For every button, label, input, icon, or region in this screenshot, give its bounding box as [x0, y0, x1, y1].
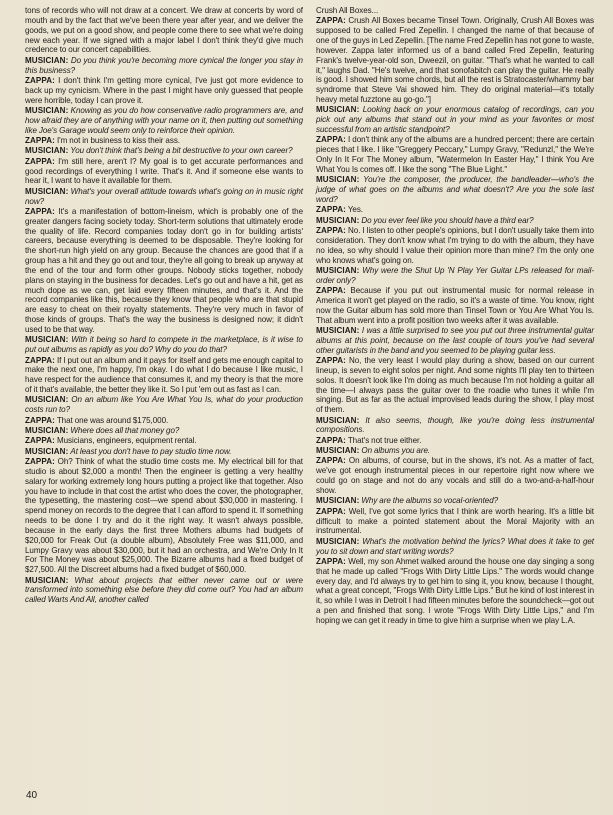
- speaker-label: ZAPPA:: [316, 226, 346, 236]
- paragraph-text: Yes.: [347, 205, 363, 215]
- paragraph-text: Crush All Boxes became Tinsel Town. Originally, Crush All Boxes was supposed to be called Fred Zepellin. I changed the name of that because of one of the guys in Led Zepellin. [The name Fred Zepellin has not gone to waste, however. Zappa later informed us of a band called Fred Zepellin, featuring Frank's twelve-year-old son, Dweezil, on guitar. "That's what he wanted to call it," laughs Dad. "He's twelve, and that sonofabitch can play the guitar. He really is good. I showed him some chords, but all the rest is Stratocaster/whammy bar syndrome that Steve Vai showed him. They do original material—it's totally heavy metal fuzztone au go-go."]: [316, 16, 594, 105]
- speaker-label: ZAPPA:: [316, 205, 346, 215]
- paragraph-text: What's the motivation behind the lyrics? What does it take to get you to sit down and start writing words?: [316, 536, 594, 556]
- speaker-label: MUSICIAN:: [25, 146, 69, 156]
- speaker-label: ZAPPA:: [316, 506, 346, 516]
- speaker-label: MUSICIAN:: [316, 496, 360, 506]
- paragraph-text: On albums, of course, but in the shows, it's not. As a matter of fact, we've got enough instrumental pieces in our repertoire right now where we could go on stage and not do any vocals and still do a two-and-a-half-hour show.: [316, 456, 594, 495]
- speaker-label: MUSICIAN:: [316, 215, 360, 225]
- paragraph-text: I don't think I'm getting more cynical, I've just got more evidence to back up my cynicism. Where in the past I might have only guessed that people were horrible, today I can prove it.: [25, 75, 303, 105]
- interview-question: [316, 537, 594, 557]
- paragraph-text: Well, my son Ahmet walked around the house one day singing a song that he made up called "Frogs With Dirty Little Lips." The words would change every day, and I'd always try to get him to sing it, you know, because I thought, what a great concept, "Frogs With Dirty Little Lips." But he kind of lost interest in it, so while I was in Detroit I had fifteen minutes before the soundcheck—got out a pen and finished that song. I wrote "Frogs With Dirty Little Lips," and I'm hoping we can get it ready in time to give him a surprise when we play L.A.: [316, 556, 594, 625]
- page-number: 40: [26, 790, 38, 801]
- interview-answer: [316, 16, 594, 105]
- interview-answer: [25, 457, 303, 575]
- speaker-label: ZAPPA:: [25, 135, 55, 145]
- interview-answer: [316, 557, 594, 626]
- interview-answer: [25, 356, 303, 395]
- interview-answer: [25, 6, 303, 55]
- paragraph-text: I'm not in business to kiss their ass.: [56, 135, 180, 145]
- speaker-label: MUSICIAN:: [316, 175, 360, 185]
- paragraph-text: No, the very least I would play during a show, based on our current lineup, is seven to eight solos per night. And some nights I'll play ten to thirteen solos. It doesn't look like I'm doing as much because I'm not holding a guitar all the time—I always pass the guitar over to the roadie who tunes it while I'm singing. But as far as the actual improvised leads during the show, I play most of them.: [316, 356, 594, 415]
- interview-question: [25, 426, 303, 436]
- interview-answer: [25, 207, 303, 335]
- interview-answer: [25, 136, 303, 146]
- speaker-label: MUSICIAN:: [25, 575, 69, 585]
- paragraph-text: I don't think any of the albums are a hundred percent; there are certain pieces that I like. I like "Greggery Peccary," Lumpy Gravy, "Redunzl," the We're Only In It For The Money album, "Watermelon In Easter Hay," I think You Are What You Is comes off. I like the song "The Blue Light.": [316, 135, 594, 174]
- speaker-label: ZAPPA:: [25, 456, 55, 466]
- speaker-label: MUSICIAN:: [25, 186, 69, 196]
- paragraph-text: I was a little surprised to see you put out three instrumental guitar albums at this point, because on the last couple of tours you've had several other guitarists in the band and you seemed to be playing guitar less.: [316, 326, 594, 355]
- speaker-label: MUSICIAN:: [316, 536, 360, 546]
- interview-question: [316, 496, 594, 506]
- interview-answer: [316, 507, 594, 537]
- paragraph-text: What's your overall attitude towards what's going on in music right now?: [25, 186, 303, 206]
- speaker-label: MUSICIAN:: [25, 446, 69, 456]
- speaker-label: MUSICIAN:: [316, 326, 360, 335]
- speaker-label: ZAPPA:: [25, 75, 55, 85]
- speaker-label: MUSICIAN:: [25, 425, 69, 435]
- speaker-label: MUSICIAN:: [25, 55, 69, 65]
- paragraph-text: Knowing as you do how conservative radio programmers are, and how afraid they are of anything with your name on it, then putting out something like Joe's Garage would seem only to reinforce their opinion.: [25, 105, 303, 135]
- interview-question: [25, 447, 303, 457]
- speaker-label: ZAPPA:: [316, 456, 346, 466]
- paragraph-text: Musicians, engineers, equipment rental.: [56, 436, 197, 446]
- interview-question: [316, 416, 594, 436]
- paragraph-text: On albums you are.: [361, 446, 431, 456]
- paragraph-text: It's a manifestation of bottom-lineism, which is probably one of the greater dangers facing society today. Short-term solutions that ultimately erode the quality of life. Record companies today don't go in for building artists' careers, because everything is deemed to be disposable. They're looking for the short-run high yield on any group. Because the chances are good that if a group has a hit and they go out and tour, they're all going to break up anyway at the end of the tour and form other groups. Nobody sticks together, nobody plans on staying in the business for decades. Let's go out and have a hit, get as much dope as we can, get laid every fifteen minutes, and that's it. And the record companies like this, because they know that people who are that stupid are easy to cheat on their royalty statements. They're very much in favor of those kinds of groups. That's the way the business is designed now; it didn't used to be that way.: [25, 206, 303, 334]
- paragraph-text: Looking back on your enormous catalog of recordings, can you pick out any albums that stand out in your mind as your favorites or most successful from an artistic standpoint?: [316, 105, 594, 135]
- paragraph-text: What about projects that either never came out or were transformed into something else before they did come out? You had an album called Warts And All, another called: [25, 575, 303, 605]
- speaker-label: MUSICIAN:: [316, 265, 360, 275]
- interview-answer: [316, 286, 594, 325]
- interview-answer: [316, 205, 594, 215]
- interview-question: [25, 56, 303, 76]
- paragraph-text: Well, I've got some lyrics that I think are worth hearing. It's a little bit difficult to make a pointed statement about the Moral Majority with an instrumental.: [316, 506, 594, 536]
- speaker-label: MUSICIAN:: [316, 415, 360, 425]
- paragraph-text: Because if you put out instrumental music for normal release in America it won't get played on the radio, so it's a waste of time. You know, right now the Guitar album has sold more than Tinsel Town or You Are What You Is. That album went into a profit position two weeks after it was available.: [316, 286, 594, 325]
- paragraph-text: Why are the albums so vocal-oriented?: [361, 496, 499, 506]
- speaker-label: ZAPPA:: [25, 415, 55, 425]
- interview-question: [316, 175, 594, 205]
- interview-question: [25, 395, 303, 415]
- interview-question: [25, 146, 303, 156]
- speaker-label: ZAPPA:: [316, 135, 346, 145]
- interview-question: [25, 106, 303, 136]
- interview-answer: [25, 157, 303, 187]
- interview-question: [316, 266, 594, 286]
- interview-question: [316, 105, 594, 135]
- interview-question: [316, 326, 594, 356]
- paragraph-text: That's not true either.: [347, 435, 422, 445]
- interview-question: [25, 576, 303, 606]
- speaker-label: MUSICIAN:: [25, 105, 69, 115]
- speaker-label: MUSICIAN:: [316, 446, 360, 456]
- paragraph-text: Do you think you're becoming more cynical the longer you stay in this business?: [25, 55, 303, 75]
- interview-question: [316, 216, 594, 226]
- interview-answer: [25, 436, 303, 446]
- paragraph-text: You don't think that's being a bit destructive to your own career?: [70, 146, 293, 156]
- text-column-right: [316, 6, 594, 626]
- text-column-left: [25, 6, 303, 606]
- speaker-label: ZAPPA:: [316, 556, 346, 566]
- interview-answer: [316, 6, 594, 16]
- interview-answer: [25, 76, 303, 106]
- speaker-label: ZAPPA:: [316, 286, 346, 296]
- speaker-label: MUSICIAN:: [25, 335, 69, 345]
- paragraph-text: That one was around $175,000.: [56, 415, 169, 425]
- paragraph-text: You're the composer, the producer, the bandleader—who's the judge of what goes on the albums and what doesn't? Are you the sole last word?: [316, 175, 594, 205]
- speaker-label: ZAPPA:: [25, 156, 55, 166]
- interview-answer: [25, 416, 303, 426]
- paragraph-text: At least you don't have to pay studio time now.: [70, 446, 232, 456]
- speaker-label: ZAPPA:: [316, 435, 346, 445]
- speaker-label: ZAPPA:: [25, 436, 55, 446]
- paragraph-text: Why were the Shut Up 'N Play Yer Guitar LPs released for mail-order only?: [316, 265, 594, 285]
- speaker-label: MUSICIAN:: [316, 105, 360, 115]
- paragraph-text: Do you ever feel like you should have a third ear?: [361, 215, 534, 225]
- paragraph-text: If I put out an album and it pays for itself and gets me enough capital to make the next one, I'm happy, I'm okay. I do what I do because I like music, I have respect for the audience that consumes it, and my theory is that the more of it that's available, the better they like it. So I put 'em out as fast as I can.: [25, 355, 303, 395]
- interview-answer: [316, 226, 594, 265]
- interview-question: [316, 446, 594, 456]
- interview-answer: [316, 456, 594, 495]
- paragraph-text: With it being so hard to compete in the marketplace, is it wise to put out albums as rapidly as you do? Why do you do that?: [25, 335, 303, 355]
- interview-question: [25, 187, 303, 207]
- paragraph-text: Where does all that money go?: [70, 425, 180, 435]
- speaker-label: ZAPPA:: [25, 355, 55, 365]
- paragraph-text: tons of records who will not draw at a concert. We draw at concerts by word of mouth and by the fact that we've been there year after year, and we deliver the goods, we put on a good show, and people come there to see what we're doing new each year. If we signed with a major label I don't think they'd give much credence to our concert capabilities.: [25, 6, 303, 55]
- paragraph-text: I'm still here, aren't I? My goal is to get accurate performances and good recordings of everything I write. That's it. And if someone else wants to hear it, I want to have it available for them.: [25, 156, 303, 186]
- interview-answer: [316, 436, 594, 446]
- paragraph-text: On an album like You Are What You Is, what do your production costs run to?: [25, 395, 303, 415]
- speaker-label: ZAPPA:: [316, 356, 346, 366]
- interview-question: [25, 335, 303, 355]
- paragraph-text: It also seems, though, like you're doing less instrumental compositions.: [316, 415, 594, 435]
- paragraph-text: Crush All Boxes...: [316, 6, 379, 15]
- paragraph-text: Oh? Think of what the studio time costs me. My electrical bill for that studio is about $2,000 a month! Then the engineer is getting a very healthy salary for working extremely long hours putting a project like that together. Also you have to include in that cost the artist who does the cover, the photographer, the typesetting, the mastering cost—we spend about $30,000 in mastering. I spend money on records to the degree that I can afford to spend it. If something needs to be done I try and do it the right way. It wasn't always possible, because in the early days the first three Mothers albums had budgets of $20,000 for Freak Out (a double album), Absolutely Free was $11,000, and Lumpy Gravy was about $30,000, but it had an orchestra, and We're Only In It For The Money was about $25,000. The Bizarre albums had a fixed budget of $27,500. All the Discreet albums had a fixed budget of $60,000.: [25, 456, 303, 575]
- interview-answer: [316, 356, 594, 415]
- speaker-label: MUSICIAN:: [25, 395, 69, 405]
- interview-answer: [316, 135, 594, 174]
- paragraph-text: No. I listen to other people's opinions, but I don't usually take them into consideration. They don't know what I'm trying to do with the album, they have no idea, so why should I value their opinion more than mine? I'm the only one who knows what's going on.: [316, 226, 594, 265]
- speaker-label: ZAPPA:: [25, 206, 55, 216]
- speaker-label: ZAPPA:: [316, 16, 346, 26]
